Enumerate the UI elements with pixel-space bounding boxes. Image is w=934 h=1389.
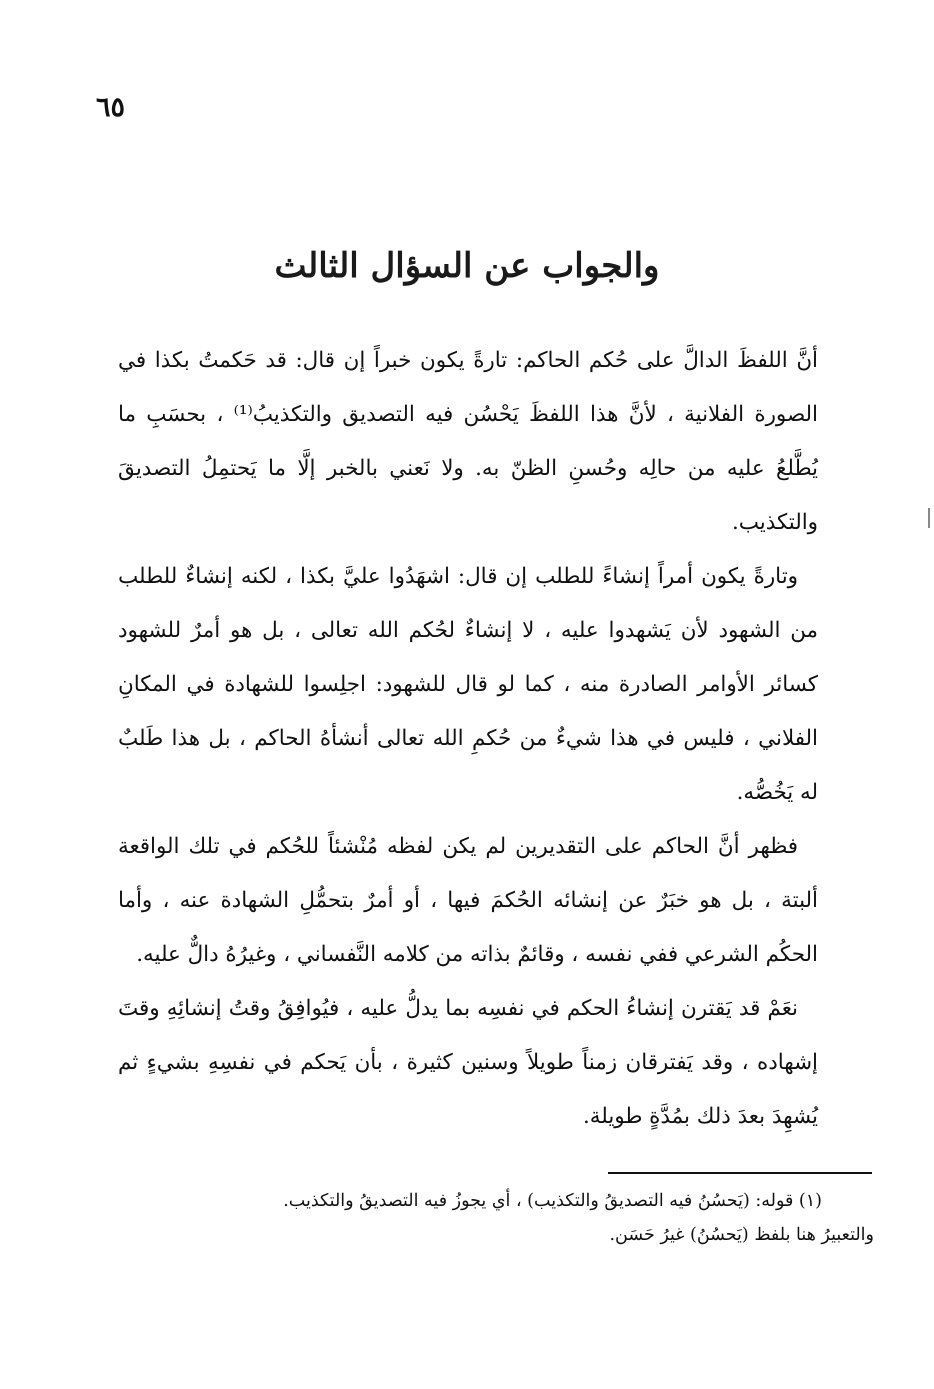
body-text [118,334,818,1144]
paragraph-1: أنَّ اللفظَ الدالَّ على حُكم الحاكم: تارةً يكون خبراً إن قال: قد حَكمتُ بكذا في الصورة الفلانية ، لأنَّ هذا اللفظَ يَحْسُن فيه التصديق والتكذيبُ⁽¹⁾ ، بحسَبِ ما يُطَّلعُ عليه من حالِه وحُسنِ الظنّ به. ولا نَعني بالخبر إلَّا ما يَحتمِلُ التصديقَ والتكذيب. [118,348,818,535]
footnote-line-1: (١) قوله: (يَحسُنُ فيه التصديقُ والتكذيب) ، أي يجوزُ فيه التصديقُ والتكذيب. [283,1191,822,1211]
paragraph-2: وتارةً يكون أمراً إنشاءً للطلب إن قال: اشهَدُوا عليَّ بكذا ، لكنه إنشاءٌ للطلب من الشهود لأن يَشهدوا عليه ، لا إنشاءٌ لحُكم الله تعالى ، بل هو أمرٌ للشهود كسائر الأوامر الصادرة منه ، كما لو قال للشهود: اجلِسوا للشهادة في المكانِ الفلاني ، فليس في هذا شيءٌ من حُكمِ الله تعالى أنشأهُ الحاكم ، بل هذا طَلبٌ له يَخُصُّه. [118,564,818,805]
section-heading: والجواب عن السؤال الثالث [274,246,660,286]
footnotes [128,1184,874,1252]
page-number: ٦٥ [96,92,126,123]
paragraph-3: فظهر أنَّ الحاكم على التقديرين لم يكن لفظه مُنْشئاً للحُكم في تلك الواقعة ألبتة ، بل هو خبَرٌ عن إنشائه الحُكمَ فيها ، أو أمرٌ بتحمُّلِ الشهادة عنه ، وأما الحكُم الشرعي ففي نفسه ، وقائمٌ بذاته من كلامه النَّفساني ، وغيرُهُ دالٌّ عليه. [118,834,818,967]
paragraph-4: نعَمْ قد يَقترن إنشاءُ الحكم في نفسِه بما يدلُّ عليه ، فيُوافِقُ وقتُ إنشائِهِ وقتَ إشهاده ، وقد يَفترقان زمناً طويلاً وسنين كثيرة ، بأن يَحكم في نفسِهِ بشيءٍ ثم يُشهِدَ بعدَ ذلك بمُدَّةٍ طويلة. [118,996,818,1129]
scan-edge-mark [928,508,930,528]
footnote-line-2: والتعبيرُ هنا بلفظ (يَحسُنُ) غيرُ حَسَن. [609,1225,874,1245]
footnote-separator [608,1172,872,1174]
